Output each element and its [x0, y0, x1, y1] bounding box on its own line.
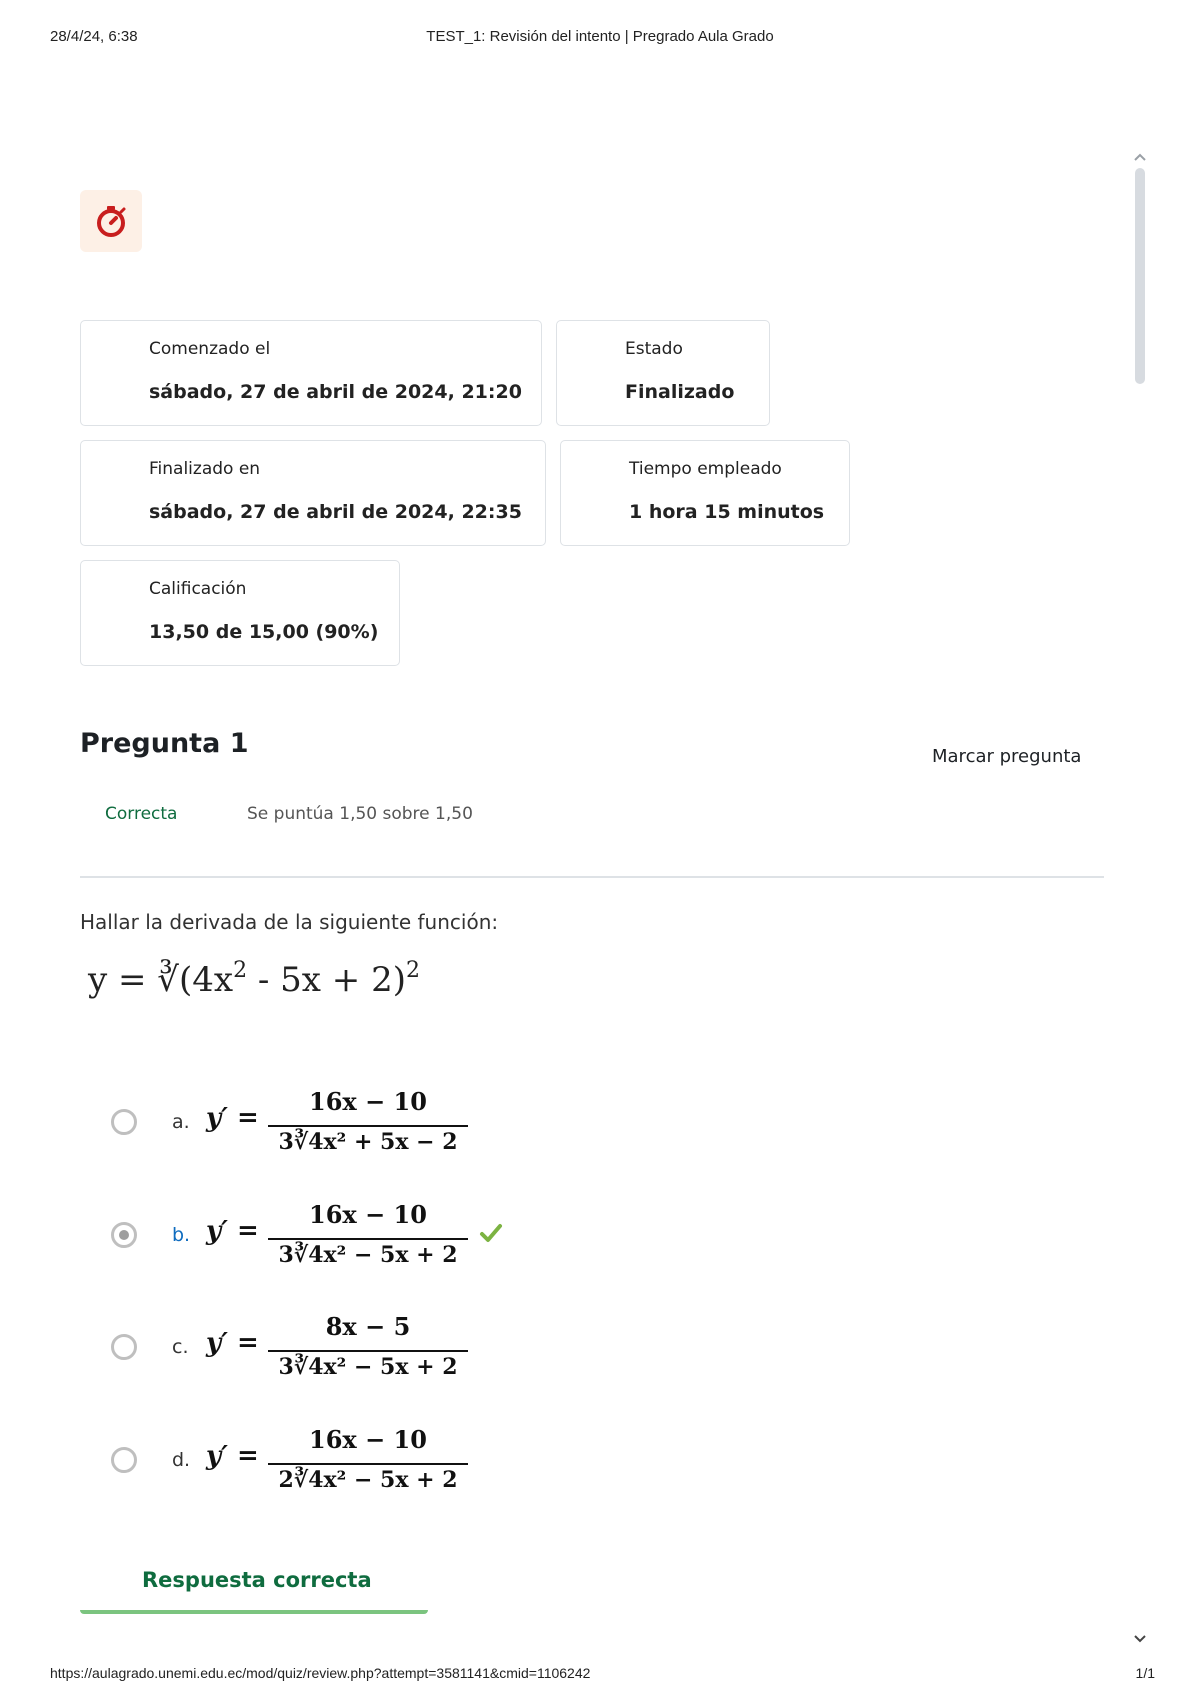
question-status: Correcta: [105, 804, 178, 824]
fraction-bar: [268, 1463, 468, 1465]
option-lhs: y′ =: [206, 1441, 259, 1471]
formula-exp1: 2: [233, 958, 248, 983]
question-text: Hallar la derivada de la siguiente función:: [80, 910, 499, 934]
scroll-up-icon[interactable]: [1132, 150, 1148, 164]
fraction-bar: [268, 1125, 468, 1127]
started-card: [80, 320, 542, 426]
grade-card: [80, 560, 400, 666]
formula-lhs: y = ∛(4x: [88, 960, 234, 1000]
grade-label: Calificación: [149, 579, 247, 599]
radio-button[interactable]: [111, 1447, 137, 1473]
finished-card: [80, 440, 546, 546]
option-numerator: 16x − 10: [309, 1425, 427, 1454]
option-numerator: 16x − 10: [309, 1087, 427, 1116]
option-denominator: 3∛4x² − 5x + 2: [278, 1242, 458, 1268]
time-card: [560, 440, 850, 546]
radio-button[interactable]: [111, 1334, 137, 1360]
option-letter: d.: [172, 1449, 191, 1471]
finished-value: sábado, 27 de abril de 2024, 22:35: [149, 501, 522, 523]
time-label: Tiempo empleado: [629, 459, 782, 479]
question-title: Pregunta 1: [80, 728, 249, 759]
print-url: https://aulagrado.unemi.edu.ec/mod/quiz/review.php?attempt=3581141&cmid=1106242: [50, 1665, 591, 1681]
state-card: [556, 320, 770, 426]
state-label: Estado: [625, 339, 683, 359]
started-label: Comenzado el: [149, 339, 271, 359]
print-page-number: 1/1: [1135, 1665, 1155, 1681]
option-letter: b.: [172, 1224, 191, 1246]
time-value: 1 hora 15 minutos: [629, 501, 825, 523]
started-value: sábado, 27 de abril de 2024, 21:20: [149, 381, 522, 403]
question-formula: [88, 958, 420, 1000]
formula-mid: - 5x + 2): [247, 960, 406, 1000]
flag-question-link[interactable]: Marcar pregunta: [932, 746, 1082, 767]
print-title: TEST_1: Revisión del intento | Pregrado Aula Grado: [426, 28, 774, 45]
answer-option-b[interactable]: [108, 1200, 588, 1280]
option-letter: a.: [172, 1111, 190, 1133]
scrollbar-thumb[interactable]: [1135, 168, 1145, 384]
option-letter: c.: [172, 1336, 189, 1358]
option-lhs: y′ =: [206, 1216, 259, 1246]
question-grade: Se puntúa 1,50 sobre 1,50: [247, 804, 473, 824]
scroll-down-icon[interactable]: [1132, 1632, 1148, 1646]
fraction-bar: [268, 1350, 468, 1352]
formula-exp2: 2: [405, 958, 420, 983]
answer-option-c[interactable]: [108, 1312, 588, 1392]
option-denominator: 3∛4x² − 5x + 2: [278, 1354, 458, 1380]
check-icon: [478, 1220, 504, 1246]
option-lhs: y′ =: [206, 1328, 259, 1358]
feedback-box: [80, 1556, 428, 1614]
grade-value: 13,50 de 15,00 (90%): [149, 621, 379, 643]
question-divider: [80, 876, 1104, 878]
option-numerator: 8x − 5: [325, 1312, 411, 1341]
option-lhs: y′ =: [206, 1103, 259, 1133]
option-denominator: 2∛4x² − 5x + 2: [278, 1467, 458, 1493]
answer-option-a[interactable]: [108, 1087, 588, 1167]
finished-label: Finalizado en: [149, 459, 261, 479]
answer-option-d[interactable]: [108, 1425, 588, 1505]
option-denominator: 3∛4x² + 5x − 2: [278, 1129, 458, 1155]
fraction-bar: [268, 1238, 468, 1240]
stopwatch-icon: [93, 203, 129, 239]
radio-button-selected[interactable]: [111, 1222, 137, 1248]
print-date: 28/4/24, 6:38: [50, 28, 138, 45]
quiz-activity-icon: [80, 190, 142, 252]
option-numerator: 16x − 10: [309, 1200, 427, 1229]
feedback-text: Respuesta correcta: [142, 1568, 372, 1592]
radio-button[interactable]: [111, 1109, 137, 1135]
state-value: Finalizado: [625, 381, 735, 403]
